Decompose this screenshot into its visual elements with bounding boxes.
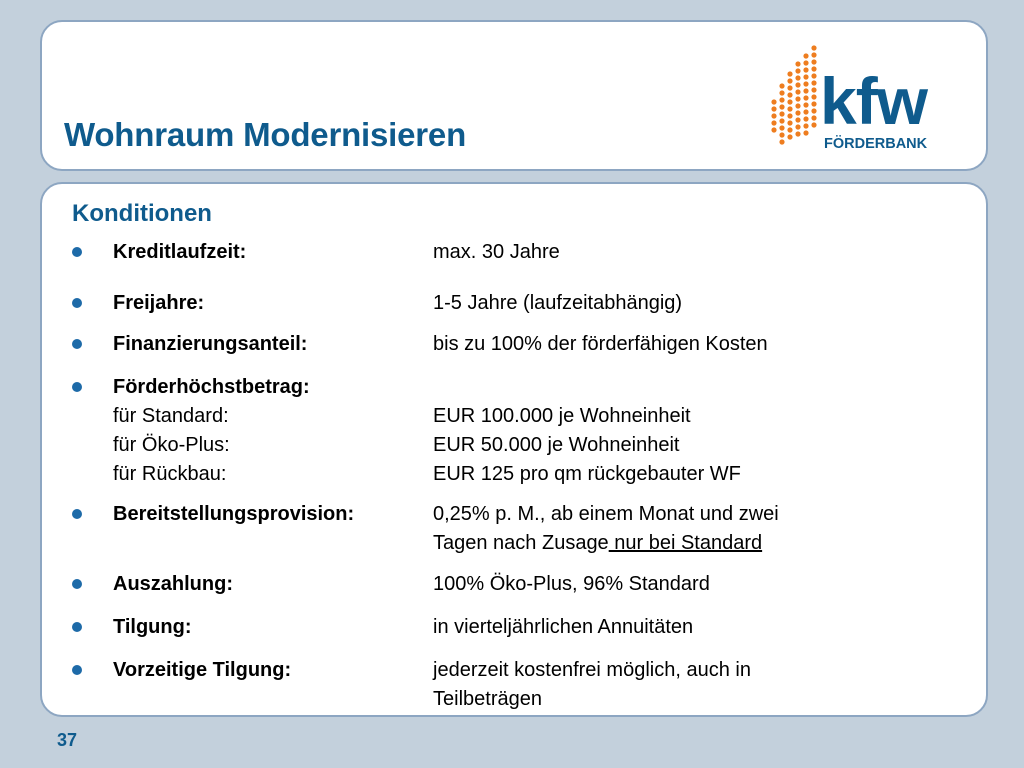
logo-subtitle: FÖRDERBANK <box>824 136 928 152</box>
item-label: Tilgung: <box>113 616 192 638</box>
logo-dot <box>795 82 800 87</box>
item-value-underlined: nur bei Standard <box>608 532 763 554</box>
logo-dot <box>803 60 808 65</box>
logo-dot <box>811 94 816 99</box>
item-label: Finanzierungsanteil: <box>113 333 308 355</box>
item-value: 100% Öko-Plus, 96% Standard <box>433 573 710 595</box>
item-value-text: Tagen nach Zusage <box>433 532 609 554</box>
logo-dot <box>795 75 800 80</box>
logo-dot <box>779 104 784 109</box>
list-item <box>42 656 942 714</box>
logo-dot <box>787 92 792 97</box>
subitem-label: für Standard: <box>113 405 229 427</box>
logo-dot <box>779 118 784 123</box>
logo-dot <box>787 134 792 139</box>
bullet-icon <box>72 339 82 349</box>
logo-dot <box>795 96 800 101</box>
item-value: 1-5 Jahre (laufzeitabhängig) <box>433 292 683 314</box>
subitem-label: für Öko-Plus: <box>113 434 230 456</box>
item-value: jederzeit kostenfrei möglich, auch in <box>433 659 751 681</box>
logo-dot <box>795 131 800 136</box>
bullet-icon <box>72 298 82 308</box>
logo-dot <box>803 102 808 107</box>
logo-dot <box>787 106 792 111</box>
logo-dot <box>795 103 800 108</box>
item-label: Bereitstellungsprovision: <box>113 503 355 525</box>
logo-dots-icon <box>771 45 816 144</box>
subitem-value: EUR 50.000 je Wohneinheit <box>433 434 680 456</box>
logo-dot <box>779 83 784 88</box>
subitem-value: EUR 100.000 je Wohneinheit <box>433 405 691 427</box>
logo-dot <box>779 90 784 95</box>
logo-dot <box>803 81 808 86</box>
header-panel <box>40 20 988 171</box>
bullet-icon <box>72 622 82 632</box>
logo-dot <box>779 139 784 144</box>
item-value-continued <box>433 529 762 558</box>
logo-dot <box>779 97 784 102</box>
logo-dot <box>811 80 816 85</box>
list-item <box>42 373 942 489</box>
logo-dot <box>803 74 808 79</box>
page-title: Wohnraum Modernisieren <box>64 116 467 153</box>
item-value: in vierteljährlichen Annuitäten <box>433 616 694 638</box>
logo-dot <box>811 115 816 120</box>
item-label: Auszahlung: <box>113 573 233 595</box>
item-value: bis zu 100% der förderfähigen Kosten <box>433 333 768 355</box>
logo-dot <box>771 120 776 125</box>
logo-dot <box>811 108 816 113</box>
logo-word: kfw <box>820 64 928 138</box>
list-item <box>42 500 942 558</box>
logo-dot <box>787 113 792 118</box>
logo-dot <box>803 53 808 58</box>
logo-dot <box>787 127 792 132</box>
item-label: Vorzeitige Tilgung: <box>113 659 292 681</box>
item-label: Kreditlaufzeit: <box>113 241 247 263</box>
page-number: 37 <box>57 730 78 750</box>
logo-dot <box>811 122 816 127</box>
item-value: max. 30 Jahre <box>433 241 560 263</box>
item-label: Förderhöchstbetrag: <box>113 376 310 398</box>
logo-dot <box>779 125 784 130</box>
item-value: 0,25% p. M., ab einem Monat und zwei <box>433 503 779 525</box>
item-value-continued: Teilbeträgen <box>433 688 542 710</box>
logo-dot <box>795 124 800 129</box>
content-panel <box>40 182 988 717</box>
logo-dot <box>803 88 808 93</box>
bullet-icon <box>72 665 82 675</box>
logo-dot <box>795 117 800 122</box>
logo-dot <box>795 89 800 94</box>
logo-dot <box>787 120 792 125</box>
logo-dot <box>803 130 808 135</box>
logo-dot <box>811 59 816 64</box>
logo-dot <box>795 68 800 73</box>
logo-dot <box>771 127 776 132</box>
bullet-icon <box>72 579 82 589</box>
logo-dot <box>787 71 792 76</box>
bullet-icon <box>72 247 82 257</box>
logo-dot <box>811 45 816 50</box>
item-label: Freijahre: <box>113 292 205 314</box>
bullet-icon <box>72 509 82 519</box>
logo-dot <box>795 61 800 66</box>
bullet-icon <box>72 382 82 392</box>
logo-dot <box>803 95 808 100</box>
logo-dot <box>803 109 808 114</box>
subitem-label: für Rückbau: <box>113 463 227 485</box>
logo-dot <box>811 87 816 92</box>
logo-dot <box>771 113 776 118</box>
logo-dot <box>803 116 808 121</box>
logo-dot <box>787 85 792 90</box>
logo-dot <box>803 67 808 72</box>
subitem-value: EUR 125 pro qm rückgebauter WF <box>433 463 741 485</box>
logo-dot <box>811 73 816 78</box>
section-heading: Konditionen <box>72 200 212 227</box>
logo-dot <box>811 52 816 57</box>
logo-dot <box>771 106 776 111</box>
logo-dot <box>811 101 816 106</box>
logo-dot <box>771 99 776 104</box>
logo-dot <box>787 78 792 83</box>
logo-dot <box>795 110 800 115</box>
logo-dot <box>811 66 816 71</box>
logo-dot <box>787 99 792 104</box>
logo-dot <box>779 111 784 116</box>
logo-dot <box>779 132 784 137</box>
kfw-logo <box>768 44 968 154</box>
logo-dot <box>803 123 808 128</box>
